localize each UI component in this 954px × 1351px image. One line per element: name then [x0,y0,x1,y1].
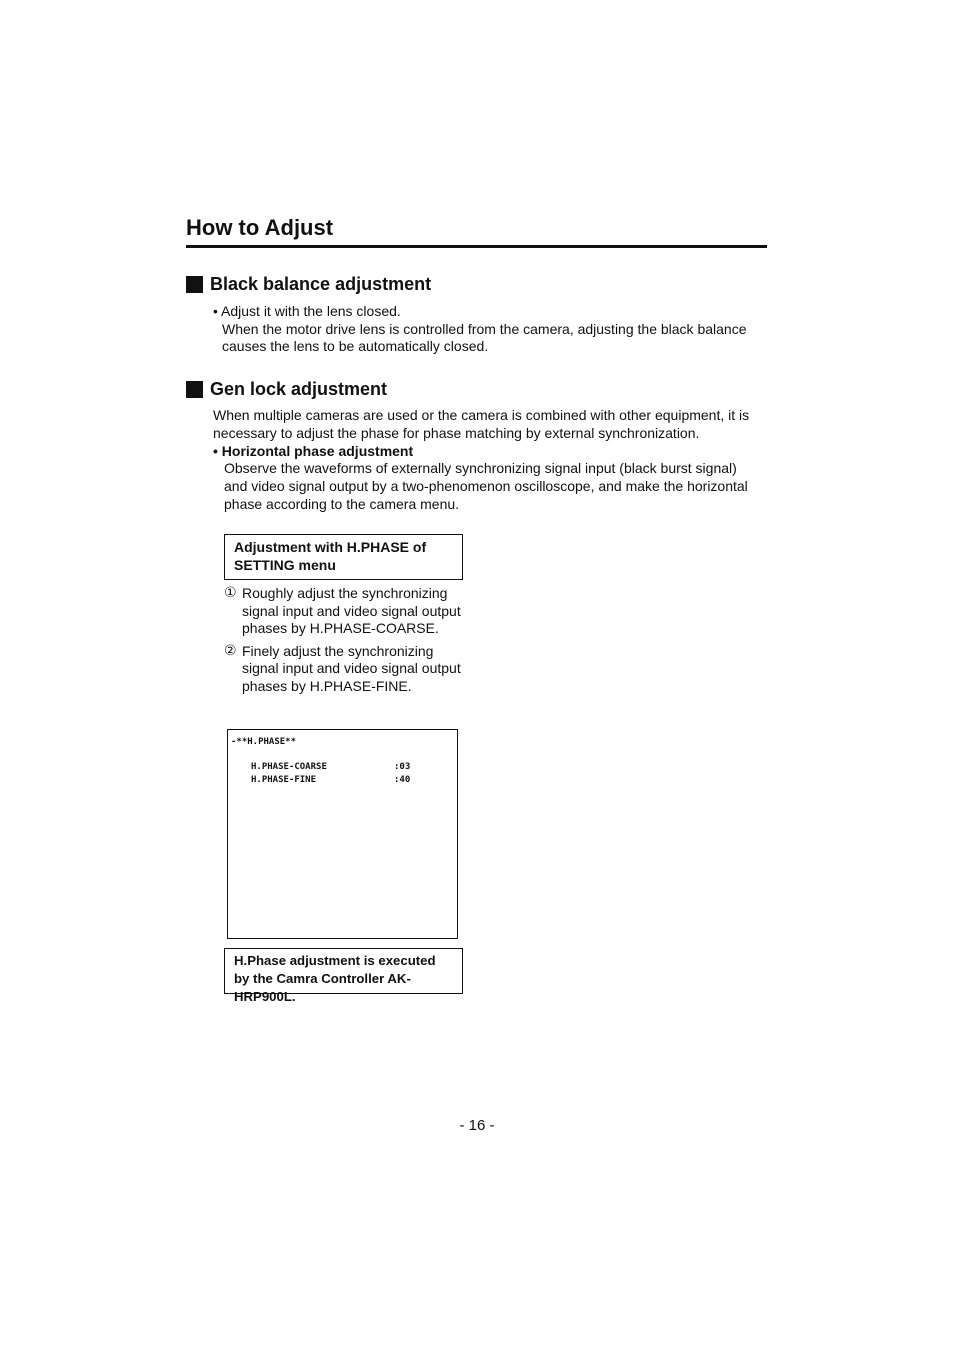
black-balance-line3: causes the lens to be automatically closed. [222,338,489,354]
horizontal-phase-desc-line2: and video signal output by a two-phenomenon oscilloscope, and make the horizontal [224,478,748,494]
screen-row-label: H.PHASE-COARSE [251,762,327,772]
horizontal-phase-desc-line3: phase according to the camera menu. [224,496,460,512]
screen-row-label: H.PHASE-FINE [251,775,317,785]
menu-screen [227,729,458,939]
adjustment-box-text: Adjustment with H.PHASE of SETTING menu [234,539,427,573]
horizontal-phase-desc-line1: Observe the waveforms of externally synchronizing signal input (black burst signal) [224,460,737,476]
list-item [224,585,472,638]
gen-lock-heading-text: Gen lock adjustment [210,379,388,399]
horizontal-phase-title: • Horizontal phase adjustment [213,443,414,459]
step-text: Roughly adjust the synchronizing signal input and video signal output phases by H.PHASE-COARSE. [242,585,461,637]
screen-row-value: :03 [394,762,411,772]
note-text: H.Phase adjustment is executed by the Camra Controller AK-HRP900L. [234,953,436,1004]
adjustment-box-title [224,534,463,580]
black-balance-heading [186,273,431,295]
title-rule [186,245,767,248]
steps-list [224,585,472,701]
page-title: How to Adjust [186,215,334,240]
gen-lock-intro-line2: necessary to adjust the phase for phase matching by external synchronization. [213,425,700,441]
step-number: ② [224,642,237,659]
screen-row-value: :40 [394,775,411,785]
black-balance-bullet: • Adjust it with the lens closed. [213,303,401,319]
square-bullet-icon [186,381,203,398]
page-number: - 16 - [459,1117,495,1134]
black-balance-line2: When the motor drive lens is controlled from the camera, adjusting the black balance [222,321,747,337]
step-number: ① [224,585,237,601]
note-box [224,948,463,1004]
gen-lock-intro-line1: When multiple cameras are used or the camera is combined with other equipment, it is [213,407,750,423]
step-text: Finely adjust the synchronizing signal input and video signal output phases by H.PHASE-FINE. [242,642,461,694]
gen-lock-heading [186,378,387,400]
list-item [224,643,472,696]
screen-title: -**H.PHASE** [231,737,297,747]
black-balance-heading-text: Black balance adjustment [210,274,432,294]
square-bullet-icon [186,276,203,293]
